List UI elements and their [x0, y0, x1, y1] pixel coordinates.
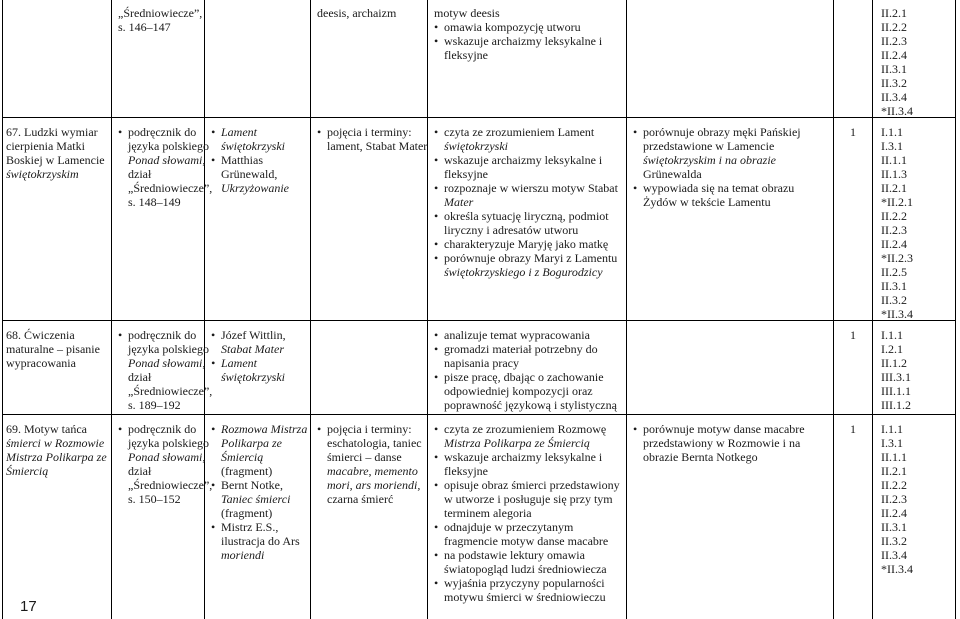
text-line: mori, ars moriendi,: [327, 478, 421, 492]
skills-68: [434, 328, 617, 412]
hours-68: [850, 328, 856, 342]
code: II.3.1: [881, 62, 907, 76]
text-line: przedstawiony w Rozmowie i na: [643, 436, 801, 450]
hours-69: [850, 422, 856, 436]
text-line: Ponad słowami,: [128, 153, 206, 167]
text-line: fragmencie motyw danse macabre: [444, 534, 609, 548]
column-divider: [111, 0, 112, 619]
source-bullet: • podręcznik do: [118, 125, 212, 139]
text-bullet: • Bernt Notke,: [211, 478, 307, 492]
top-skills: [434, 6, 602, 62]
source-67: [118, 125, 212, 209]
text-line: odpowiedniej kompozycji oraz: [444, 384, 593, 398]
text-line: Mistrza Polikarpa ze: [6, 450, 107, 464]
code: *II.3.4: [881, 104, 913, 118]
text-line: w utworze i posługuje się przy tym: [444, 492, 613, 506]
column-divider: [427, 0, 428, 619]
code: II.1.1: [881, 153, 907, 167]
text-line: deesis, archaizm: [317, 6, 397, 20]
text-line: „Średniowiecze”,: [128, 181, 213, 195]
text-line: s. 148–149: [128, 195, 181, 209]
text-line: macabre, memento: [327, 464, 418, 478]
text-line: języka polskiego: [128, 342, 209, 356]
codes-68: [881, 328, 911, 412]
topic-69: [6, 422, 107, 478]
skill-bullet: • odnajduje w przeczytanym: [434, 520, 620, 534]
top-codes: [881, 6, 913, 118]
texts-68: [211, 328, 286, 384]
text-line: 67. Ludzki wymiar: [6, 125, 98, 139]
extended-67: [633, 125, 801, 209]
text-line: świętokrzyskim: [6, 167, 79, 181]
column-divider: [626, 0, 627, 619]
code: II.3.2: [881, 534, 907, 548]
texts-69: [211, 422, 307, 562]
row-divider: [2, 414, 956, 415]
skill-bullet: • gromadzi materiał potrzebny do: [434, 342, 617, 356]
code: II.2.4: [881, 237, 907, 251]
column-divider: [833, 0, 834, 619]
text-line: Żydów w tekście Lamentu: [643, 195, 771, 209]
code: I.3.1: [881, 139, 903, 153]
text-line: „Średniowiecze”,: [128, 478, 213, 492]
text-line: fleksyjne: [444, 464, 488, 478]
text-line: dział: [128, 370, 152, 384]
code: II.3.2: [881, 76, 907, 90]
text-line: (fragment): [221, 464, 273, 478]
code: II.2.3: [881, 34, 907, 48]
text-line: Mater: [444, 195, 474, 209]
text-line: Śmiercią: [6, 464, 49, 478]
source-69: [118, 422, 212, 506]
text-line: Polikarpa ze: [221, 436, 282, 450]
skill-bullet: • rozpoznaje w wierszu motyw Stabat: [434, 181, 618, 195]
concepts-69: [317, 422, 422, 506]
code: II.2.3: [881, 492, 907, 506]
code: I.1.1: [881, 422, 903, 436]
extended-bullet: • wypowiada się na temat obrazu: [633, 181, 801, 195]
text-line: Stabat Mater: [221, 342, 284, 356]
skill-bullet: • wskazuje archaizmy leksykalne i: [434, 153, 618, 167]
text-line: napisania pracy: [444, 356, 519, 370]
source-bullet: • podręcznik do: [118, 422, 212, 436]
table-border-right: [955, 0, 956, 619]
source-68: [118, 328, 212, 412]
code: II.2.1: [881, 6, 907, 20]
text-bullet: • Lament: [211, 356, 286, 370]
skill-bullet: • charakteryzuje Maryję jako matkę: [434, 237, 618, 251]
code: II.1.3: [881, 167, 907, 181]
extended-bullet: • porównuje motyw danse macabre: [633, 422, 805, 436]
concept-bullet: • pojęcia i terminy:: [317, 125, 427, 139]
text-line: dział: [128, 464, 152, 478]
hours-67: [850, 125, 856, 139]
text-line: Grünewald,: [221, 167, 278, 181]
code: III.3.1: [881, 370, 911, 384]
text-line: terminem alegoria: [444, 506, 532, 520]
code: II.3.1: [881, 279, 907, 293]
text-line: światopogląd ludzi średniowiecza: [444, 562, 607, 576]
codes-69: [881, 422, 913, 576]
code: *II.2.3: [881, 251, 913, 265]
text-line: Boskiej w Lamencie: [6, 153, 105, 167]
concept-bullet: • pojęcia i terminy:: [317, 422, 422, 436]
text-line: świętokrzyskiego i z Bogurodzicy: [444, 265, 603, 279]
code: II.3.4: [881, 548, 907, 562]
topic-68: [6, 328, 100, 370]
text-line: Grünewalda: [643, 167, 702, 181]
text-line: świętokrzyskim i na obrazie: [643, 153, 776, 167]
hours-value: 1: [850, 328, 856, 342]
skill-bullet: • porównuje obrazy Maryi z Lamentu: [434, 251, 618, 265]
text-line: czarna śmierć: [327, 492, 394, 506]
skill-bullet: • opisuje obraz śmierci przedstawiony: [434, 478, 620, 492]
skill-bullet: • wskazuje archaizmy leksykalne i: [434, 34, 602, 48]
source-bullet: • podręcznik do: [118, 328, 212, 342]
skill-bullet: • na podstawie lektury omawia: [434, 548, 620, 562]
code: II.2.1: [881, 464, 907, 478]
code: *II.2.1: [881, 195, 913, 209]
concepts-67: [317, 125, 427, 153]
text-bullet: • Mistrz E.S.,: [211, 520, 307, 534]
text-line: „Średniowiecze”,: [118, 6, 203, 20]
text-line: wypracowania: [6, 356, 76, 370]
text-line: „Średniowiecze”,: [128, 384, 213, 398]
code: II.2.5: [881, 265, 907, 279]
text-line: moriendi: [221, 548, 265, 562]
row-divider: [2, 117, 956, 118]
text-line: maturalne – pisanie: [6, 342, 100, 356]
text-line: Ponad słowami,: [128, 356, 206, 370]
skills-67: [434, 125, 618, 279]
code: I.2.1: [881, 342, 903, 356]
text-line: 69. Motyw tańca: [6, 422, 87, 436]
text-line: świętokrzyski: [444, 139, 508, 153]
codes-67: [881, 125, 913, 321]
row-divider: [2, 320, 956, 321]
text-line: obrazie Bernta Notkego: [643, 450, 758, 464]
text-line: świętokrzyski: [221, 139, 285, 153]
text-line: lament, Stabat Mater: [327, 139, 428, 153]
text-line: motywu śmierci w średniowieczu: [444, 590, 606, 604]
code: II.3.4: [881, 90, 907, 104]
text-bullet: • Rozmowa Mistrza: [211, 422, 307, 436]
skill-bullet: • pisze pracę, dbając o zachowanie: [434, 370, 617, 384]
extended-69: [633, 422, 805, 464]
code: II.2.4: [881, 48, 907, 62]
text-line: Śmiercią: [221, 450, 264, 464]
skill-bullet: • określa sytuację liryczną, podmiot: [434, 209, 618, 223]
text-line: 68. Ćwiczenia: [6, 328, 75, 342]
code: *II.3.4: [881, 562, 913, 576]
text-line: języka polskiego: [128, 139, 209, 153]
skill-bullet: • wskazuje archaizmy leksykalne i: [434, 450, 620, 464]
code: II.1.1: [881, 450, 907, 464]
code: I.1.1: [881, 125, 903, 139]
text-line: Ukrzyżowanie: [221, 181, 289, 195]
code: II.2.2: [881, 20, 907, 34]
texts-67: [211, 125, 289, 195]
code: II.3.1: [881, 520, 907, 534]
top-concepts: [317, 6, 396, 20]
skill-bullet: • czyta ze zrozumieniem Lament: [434, 125, 618, 139]
skill-bullet: • analizuje temat wypracowania: [434, 328, 617, 342]
extended-bullet: • porównuje obrazy męki Pańskiej: [633, 125, 801, 139]
text-line: dział: [128, 167, 152, 181]
column-divider: [204, 0, 205, 619]
text-bullet: • Józef Wittlin,: [211, 328, 286, 342]
code: II.2.4: [881, 506, 907, 520]
text-line: fleksyjne: [444, 167, 488, 181]
text-line: (fragment): [221, 506, 273, 520]
skill-bullet: • omawia kompozycję utworu: [434, 20, 602, 34]
text-line: eschatologia, taniec: [327, 436, 422, 450]
code: III.1.1: [881, 384, 911, 398]
text-line: ilustracja do Ars: [221, 534, 300, 548]
table-border-left: [2, 0, 3, 619]
text-line: liryczny i adresatów utworu: [444, 223, 579, 237]
code: II.2.2: [881, 209, 907, 223]
hours-value: 1: [850, 125, 856, 139]
code: II.1.2: [881, 356, 907, 370]
text-line: śmierci – danse: [327, 450, 402, 464]
page-number: 17: [20, 598, 37, 615]
text-line: świętokrzyski: [221, 370, 285, 384]
text-bullet: • Matthias: [211, 153, 289, 167]
code: *II.3.4: [881, 307, 913, 321]
text-line: Taniec śmierci: [221, 492, 291, 506]
text-line: s. 150–152: [128, 492, 181, 506]
skills-69: [434, 422, 620, 604]
skill-bullet: • wyjaśnia przyczyny popularności: [434, 576, 620, 590]
code: II.2.1: [881, 181, 907, 195]
code: I.1.1: [881, 328, 903, 342]
text-line: śmierci w Rozmowie: [6, 436, 105, 450]
code: II.3.2: [881, 293, 907, 307]
text-line: s. 146–147: [118, 20, 171, 34]
topic-67: [6, 125, 105, 181]
text-line: motyw deesis: [434, 6, 500, 20]
code: II.2.3: [881, 223, 907, 237]
text-line: Ponad słowami,: [128, 450, 206, 464]
column-divider: [872, 0, 873, 619]
text-line: Mistrza Polikarpa ze Śmiercią: [444, 436, 590, 450]
text-line: poprawność językową i stylistyczną: [444, 398, 617, 412]
text-bullet: • Lament: [211, 125, 289, 139]
text-line: s. 189–192: [128, 398, 181, 412]
column-divider: [310, 0, 311, 619]
text-line: przedstawione w Lamencie: [643, 139, 775, 153]
text-line: cierpienia Matki: [6, 139, 85, 153]
text-line: języka polskiego: [128, 436, 209, 450]
hours-value: 1: [850, 422, 856, 436]
text-line: fleksyjne: [444, 48, 488, 62]
code: I.3.1: [881, 436, 903, 450]
top-source: [118, 6, 202, 34]
code: II.2.2: [881, 478, 907, 492]
skill-bullet: • czyta ze zrozumieniem Rozmowę: [434, 422, 620, 436]
code: III.1.2: [881, 398, 911, 412]
